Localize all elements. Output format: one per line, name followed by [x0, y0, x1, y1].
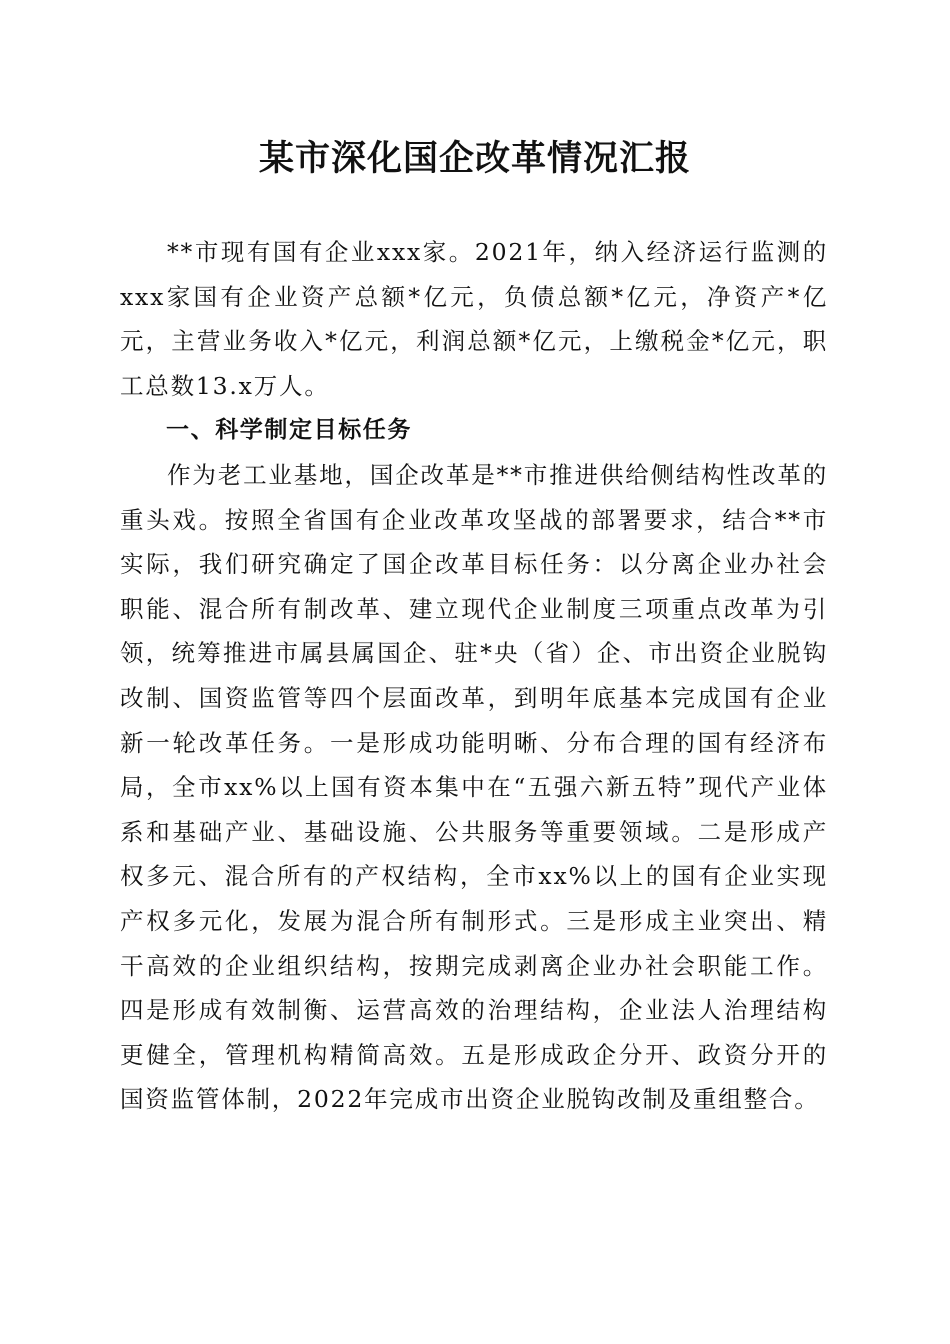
section-heading-one: 一、科学制定目标任务	[166, 417, 412, 444]
section-one-paragraph: 作为老工业基地，国企改革是**市推进供给侧结构性改革的重头戏。按照全省国有企业改革攻坚战的部署要求，结合**市实际，我们研究确定了国企改革目标任务：以分离企业办社会职能、混合所有制改革、建立现代企业制度三项重点改革为引领，统筹推进市属县属国企、驻*央（省）企、市出资企业脱钩改制、国资监管等四个层面改革，到明年底基本完成国有企业新一轮改革任务。一是形成功能明晰、分布合理的国有经济布局，全市xx%以上国有资本集中在“五强六新五特”现代产业体系和基础产业、基础设施、公共服务等重要领域。二是形成产权多元、混合所有的产权结构，全市xx%以上的国有企业实现产权多元化，发展为混合所有制形式。三是形成主业突出、精干高效的企业组织结构，按期完成剥离企业办社会职能工作。四是形成有效制衡、运营高效的治理结构，企业法人治理结构更健全，管理机构精简高效。五是形成政企分开、政资分开的国资监管体制，2022年完成市出资企业脱钩改制及重组整合。	[120, 460, 828, 1114]
document-body	[120, 230, 828, 1122]
document-title: 某市深化国企改革情况汇报	[258, 138, 691, 179]
intro-paragraph: **市现有国有企业xxx家。2021年，纳入经济运行监测的xxx家国有企业资产总额*亿元，负债总额*亿元，净资产*亿元，主营业务收入*亿元，利润总额*亿元，上缴税金*亿元，职工总数13.x万人。	[120, 238, 828, 400]
